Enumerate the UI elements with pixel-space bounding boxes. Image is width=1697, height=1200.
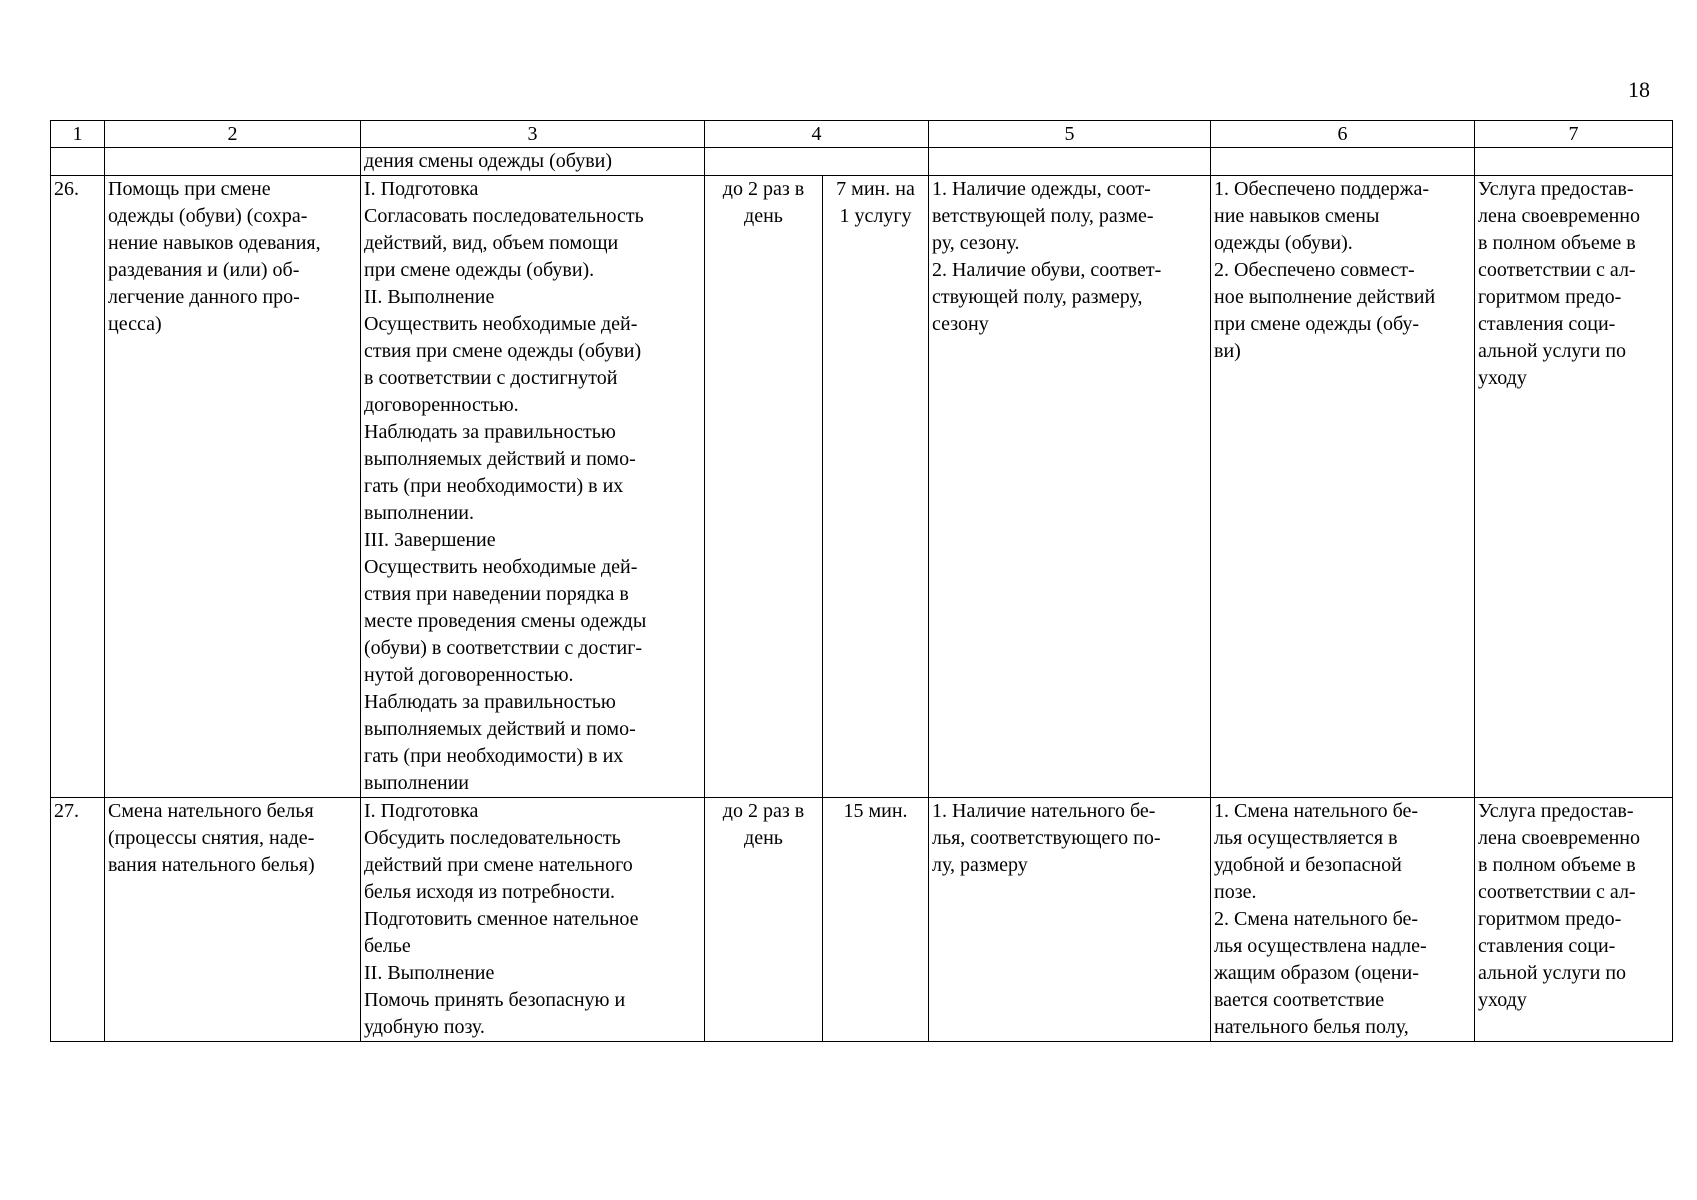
service-duration: 7 мин. на 1 услугу [823,176,929,798]
cont-procedure-cell: дения смены одежды (обуви) [361,148,705,176]
service-conditions: 1. Наличие нательного бе- лья, соответствующего по- лу, размеру [929,798,1211,1042]
column-number-4: 4 [705,121,929,148]
column-number-5: 5 [929,121,1211,148]
service-frequency: до 2 раз в день [705,176,823,798]
page-number: 18 [1628,77,1650,102]
cont-num-cell [51,148,105,176]
service-procedure: I. Подготовка Обсудить последовательность действий при смене нательного белья исходя из потребности. Подготовить сменное нательное белье II. Выполнение Помочь принять безопасную и удобную позу. [361,798,705,1042]
column-number-6: 6 [1211,121,1475,148]
cont-name-cell [105,148,361,176]
service-result: 1. Обеспечено поддержа- ние навыков смены одежды (обуви). 2. Обеспечено совмест- ное выполнение действий при смене одежды (обу- ви) [1211,176,1475,798]
services-table [50,120,1673,1042]
column-number-1: 1 [51,121,105,148]
cont-result-cell [1211,148,1475,176]
cont-conditions-cell [929,148,1211,176]
service-result: 1. Смена нательного бе- лья осуществляется в удобной и безопасной позе. 2. Смена нательного бе- лья осуществлена надле- жащим образом (оцени- вается соответствие нательного белья полу, [1211,798,1475,1042]
continued-row [51,148,1673,176]
service-name: Смена нательного белья (процессы снятия, наде- вания нательного белья) [105,798,361,1042]
cont-evaluation-cell [1475,148,1673,176]
column-number-3: 3 [361,121,705,148]
row-number: 27. [51,798,105,1042]
service-evaluation: Услуга предостав- лена своевременно в полном объеме в соответствии с ал- горитмом предо- ставления соци- альной услуги по уходу [1475,798,1673,1042]
service-frequency: до 2 раз в день [705,798,823,1042]
row-number: 26. [51,176,105,798]
column-number-row [51,121,1673,148]
table-row [51,798,1673,1042]
cont-schedule-cell [705,148,929,176]
service-evaluation: Услуга предостав- лена своевременно в полном объеме в соответствии с ал- горитмом предо- ставления соци- альной услуги по уходу [1475,176,1673,798]
column-number-2: 2 [105,121,361,148]
service-conditions: 1. Наличие одежды, соот- ветствующей полу, разме- ру, сезону. 2. Наличие обуви, соответ- ствующей полу, размеру, сезону [929,176,1211,798]
column-number-7: 7 [1475,121,1673,148]
service-name: Помощь при смене одежды (обуви) (сохра- нение навыков одевания, раздевания и (или) об- легчение данного про- цесса) [105,176,361,798]
service-procedure: I. Подготовка Согласовать последовательность действий, вид, объем помощи при смене одежды (обуви). II. Выполнение Осуществить необходимые дей- ствия при смене одежды (обуви) в соответствии с достигнутой договоренностью. Наблюдать за правильностью выполняемых действий и помо- гать (при необходимости) в их выполнении. III. Завершение Осуществить необходимые дей- ствия при наведении порядка в месте проведения смены одежды (обуви) в соответствии с достиг- нутой договоренностью. Наблюдать за правильностью выполняемых действий и помо- гать (при необходимости) в их выполнении [361,176,705,798]
table-row [51,176,1673,798]
service-duration: 15 мин. [823,798,929,1042]
